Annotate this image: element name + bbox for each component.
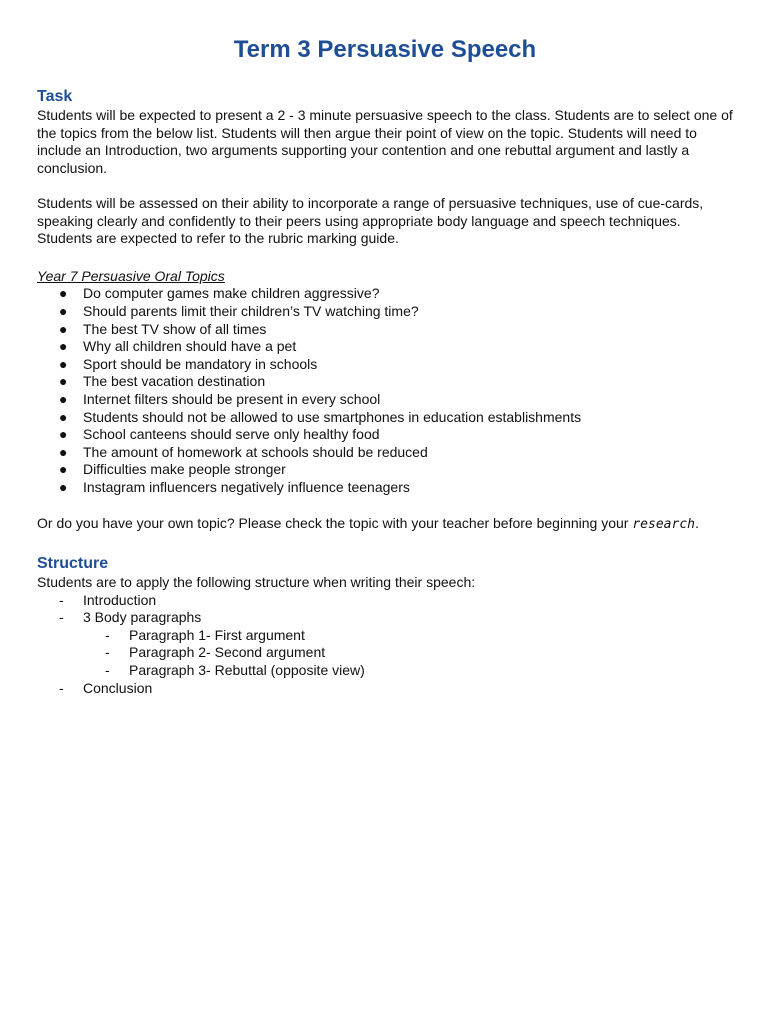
topics-list: [37, 285, 733, 496]
list-item: [37, 303, 733, 321]
list-item: [37, 391, 733, 409]
structure-text: Conclusion: [83, 679, 153, 696]
structure-text: 3 Body paragraphs: [83, 609, 202, 626]
topic-text: Why all children should have a pet: [83, 338, 297, 355]
own-topic-end: .: [694, 515, 699, 532]
list-item: [37, 627, 733, 645]
list-item: [37, 444, 733, 462]
document-title: Term 3 Persuasive Speech: [233, 36, 537, 63]
list-item: [37, 680, 733, 698]
task-paragraph-2: Students will be assessed on their ability to incorporate a range of persuasive techniques, use of cue-cards, speaking clearly and confidently to their peers using appropriate body language and speech techniques. Students are expected to refer to the rubric marking guide.: [37, 194, 704, 247]
list-item: [37, 426, 733, 444]
structure-text: Paragraph 3- Rebuttal (opposite view): [129, 662, 365, 679]
dash-icon: -: [105, 662, 110, 679]
dash-icon: -: [59, 679, 64, 696]
list-item: [37, 409, 733, 427]
own-topic-text: Or do you have your own topic? Please check the topic with your teacher before beginning your: [37, 515, 633, 532]
dash-icon: -: [105, 644, 110, 661]
dash-icon: -: [59, 609, 64, 626]
task-heading: Task: [37, 88, 73, 105]
structure-text: Introduction: [83, 591, 157, 608]
structure-intro: Students are to apply the following structure when writing their speech:: [37, 574, 476, 591]
list-item: [37, 356, 733, 374]
own-topic-word: research: [632, 517, 695, 533]
bullet-icon: ●: [59, 426, 68, 443]
structure-text: Paragraph 2- Second argument: [129, 644, 326, 661]
bullet-icon: ●: [59, 461, 68, 478]
bullet-icon: ●: [59, 443, 68, 460]
topic-text: Should parents limit their children’s TV watching time?: [83, 302, 419, 319]
list-item: [37, 321, 733, 339]
bullet-icon: ●: [59, 390, 68, 407]
dash-icon: -: [105, 626, 110, 643]
list-item: [37, 662, 733, 680]
bullet-icon: ●: [59, 408, 68, 425]
structure-text: Paragraph 1- First argument: [129, 626, 305, 643]
list-item: [37, 373, 733, 391]
list-item: [37, 461, 733, 479]
bullet-icon: ●: [59, 478, 68, 495]
list-item: [37, 644, 733, 662]
topic-text: The best vacation destination: [83, 373, 266, 390]
topic-text: Difficulties make people stronger: [83, 461, 286, 478]
structure-heading: Structure: [37, 555, 109, 573]
list-item: [37, 592, 733, 610]
bullet-icon: ●: [59, 320, 68, 337]
topic-text: Instagram influencers negatively influence teenagers: [83, 478, 410, 495]
list-item: [37, 285, 733, 303]
topics-heading: Year 7 Persuasive Oral Topics: [37, 267, 225, 284]
task-paragraph-1: Students will be expected to present a 2 - 3 minute persuasive speech to the class. Students are to select one of the topics from the below list. Students will then argue their point of view on the topic. Students will need to include an Introduction, two arguments supporting your contention and one rebuttal argument and lastly a conclusion.: [37, 107, 733, 176]
topic-text: Do computer games make children aggressive?: [83, 285, 380, 302]
bullet-icon: ●: [59, 373, 68, 390]
bullet-icon: ●: [59, 302, 68, 319]
topic-text: The best TV show of all times: [83, 320, 267, 337]
topic-text: Sport should be mandatory in schools: [83, 355, 318, 372]
own-topic-paragraph: [37, 515, 733, 534]
list-item: [37, 338, 733, 356]
bullet-icon: ●: [59, 338, 68, 355]
topic-text: The amount of homework at schools should be reduced: [83, 443, 428, 460]
list-item: [37, 609, 733, 627]
dash-icon: -: [59, 591, 64, 608]
topic-text: Students should not be allowed to use smartphones in education establishments: [83, 408, 582, 425]
bullet-icon: ●: [59, 355, 68, 372]
bullet-icon: ●: [59, 285, 68, 302]
topic-text: Internet filters should be present in every school: [83, 390, 381, 407]
list-item: [37, 479, 733, 497]
document-page: [37, 30, 733, 697]
topic-text: School canteens should serve only healthy food: [83, 426, 380, 443]
structure-list: [37, 592, 733, 698]
